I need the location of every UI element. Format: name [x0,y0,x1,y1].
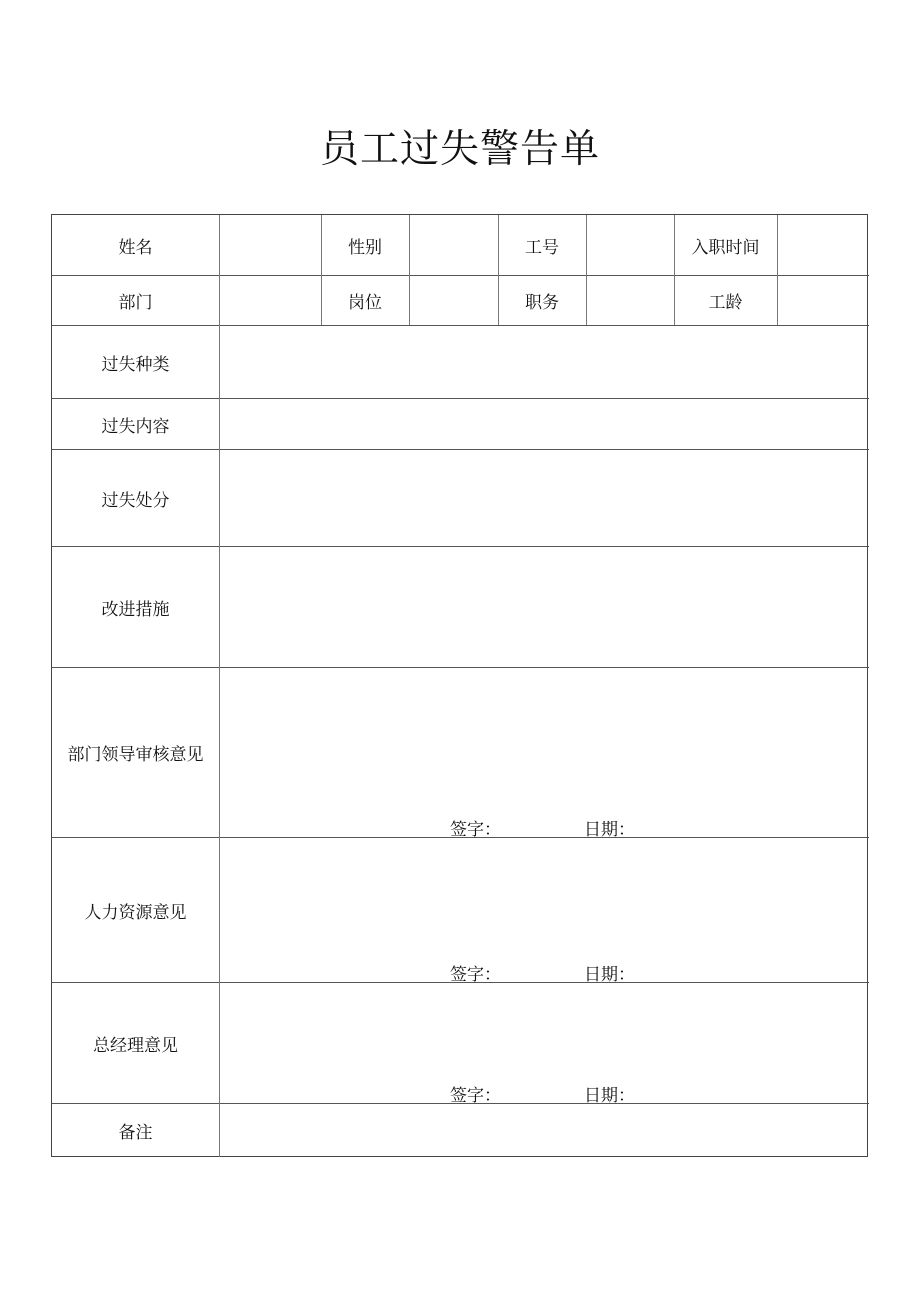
label-gm-opinion: 总经理意见 [93,1035,178,1056]
form-title: 员工过失警告单 [319,127,600,172]
label-fault-penalty: 过失处分 [101,490,170,511]
signature-label: 签字： [450,1086,501,1106]
fault-content-field[interactable] [220,399,868,449]
label-gender: 性别 [348,237,382,258]
label-position: 岗位 [348,293,382,313]
label-department: 部门 [118,293,153,313]
department-field[interactable] [220,276,321,325]
label-dept-leader-opinion: 部门领导审核意见 [67,745,204,765]
date-label: 日期： [584,820,635,840]
warning-form-table [51,214,868,1157]
hr-opinion-field[interactable] [220,838,868,982]
name-field[interactable] [220,215,321,275]
improvement-measures-field[interactable] [220,547,868,667]
date-label: 日期： [584,965,635,985]
remarks-field[interactable] [220,1104,868,1157]
fault-penalty-field[interactable] [220,450,868,546]
gender-field[interactable] [410,215,498,275]
signature-label: 签字： [450,820,501,840]
label-improvement-measures: 改进措施 [101,599,170,620]
dept-leader-opinion-field[interactable] [220,668,868,837]
label-fault-type: 过失种类 [101,354,170,375]
label-name: 姓名 [118,237,153,258]
label-employee-id: 工号 [525,237,559,258]
fault-type-field[interactable] [220,326,868,398]
gm-opinion-field[interactable] [220,983,868,1103]
position-field[interactable] [410,276,498,325]
label-fault-content: 过失内容 [101,416,170,437]
label-remarks: 备注 [118,1123,153,1143]
years-of-service-field[interactable] [778,276,868,325]
label-hr-opinion: 人力资源意见 [84,902,187,923]
hire-date-field[interactable] [778,215,868,275]
employee-id-field[interactable] [587,215,674,275]
job-title-field[interactable] [587,276,674,325]
label-years-of-service: 工龄 [708,293,743,313]
signature-label: 签字： [450,965,501,985]
label-hire-date: 入职时间 [691,237,760,258]
label-job-title: 职务 [525,293,559,313]
date-label: 日期： [584,1086,635,1106]
